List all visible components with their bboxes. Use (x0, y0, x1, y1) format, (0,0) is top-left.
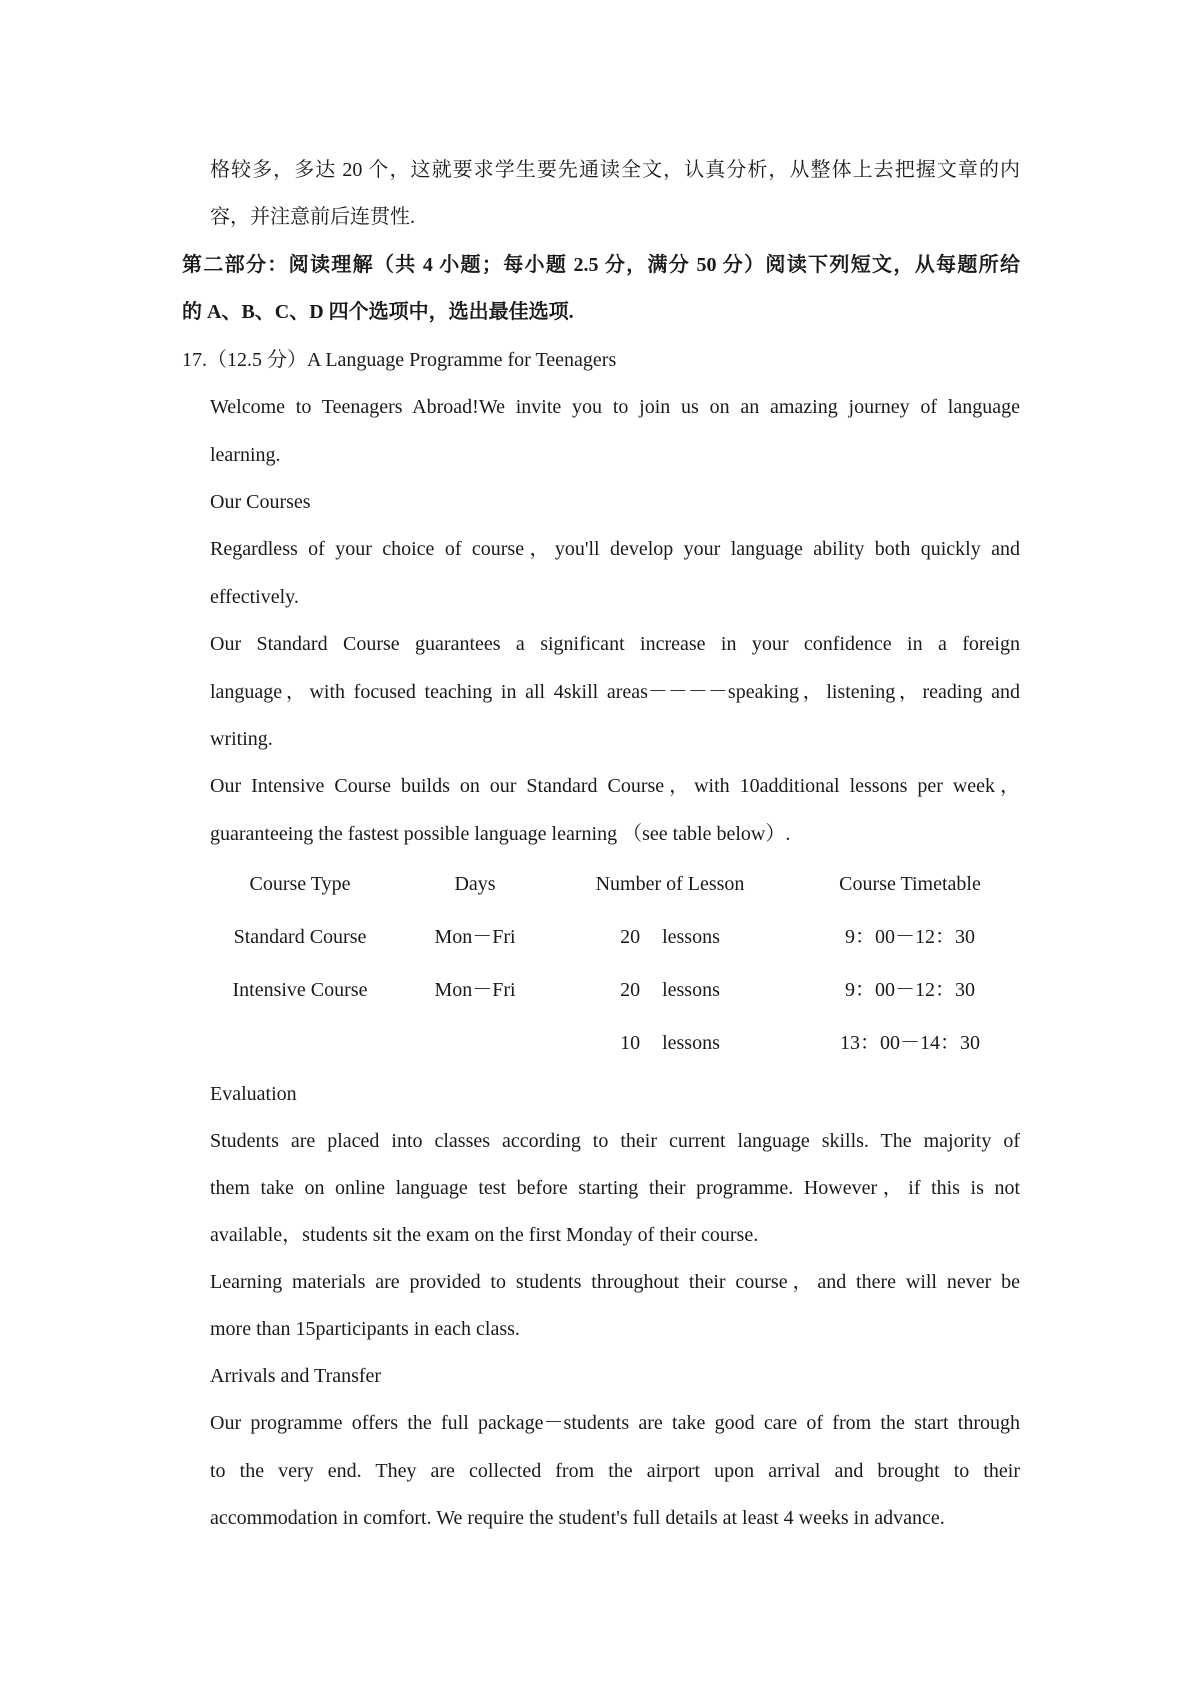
intensive-line-2: guaranteeing the fastest possible language learning （see table below）. (210, 823, 791, 845)
materials-line-2: more than 15participants in each class. (210, 1318, 520, 1340)
students-line-1: Students are placed into classes according to their current language skills. The majority of (210, 1130, 1020, 1152)
welcome-line-2: learning. (210, 444, 281, 466)
intro-tail-line-2: 容，并注意前后连贯性. (210, 206, 415, 228)
lesson-unit: lessons (662, 926, 720, 948)
table-header-days: Days (454, 873, 496, 895)
question-heading: 17.（12.5 分）A Language Programme for Teenagers (182, 349, 617, 371)
programme-line-1: Our programme offers the full package－students are take good care of from the start through (210, 1412, 1020, 1434)
lesson-count: 20 (620, 926, 641, 948)
students-line-3: available，students sit the exam on the first Monday of their course. (210, 1224, 759, 1246)
table-cell-time: 9：00－12：30 (845, 926, 975, 948)
welcome-line-1: Welcome to Teenagers Abroad!We invite you to join us on an amazing journey of language (210, 396, 1020, 418)
table-cell-days: Mon－Fri (434, 979, 516, 1001)
table-cell-days: Mon－Fri (434, 926, 516, 948)
students-line-2: them take on online language test before starting their programme. However，if this is not (210, 1177, 1020, 1199)
regardless-line-2: effectively. (210, 586, 299, 608)
lesson-unit: lessons (662, 979, 720, 1001)
section-title-line-2: 的 A、B、C、D 四个选项中，选出最佳选项. (182, 301, 574, 323)
section-title-line-1: 第二部分：阅读理解（共 4 小题；每小题 2.5 分，满分 50 分）阅读下列短文，从每题所给 (182, 254, 1020, 276)
courses-heading: Our Courses (210, 491, 311, 513)
table-header-course-timetable: Course Timetable (839, 873, 981, 895)
intensive-line-1: Our Intensive Course builds on our Standard Course，with 10additional lessons per week， (210, 775, 1020, 797)
arrivals-heading: Arrivals and Transfer (210, 1365, 382, 1387)
programme-line-3: accommodation in comfort. We require the student's full details at least 4 weeks in advance. (210, 1507, 945, 1529)
intro-tail-line-1: 格较多，多达 20 个，这就要求学生要先通读全文，认真分析，从整体上去把握文章的内 (210, 159, 1020, 181)
lesson-count: 10 (620, 1032, 641, 1054)
table-cell-type: Standard Course (233, 926, 367, 948)
table-header-course-type: Course Type (249, 873, 351, 895)
evaluation-heading: Evaluation (210, 1083, 297, 1105)
programme-line-2: to the very end. They are collected from the airport upon arrival and brought to their (210, 1460, 1020, 1482)
table-cell-lessons (570, 976, 770, 1004)
table-header-number-of-lesson: Number of Lesson (595, 873, 745, 895)
standard-line-2: language，with focused teaching in all 4skill areas－－－－speaking，listening，reading and (210, 681, 1020, 703)
table-cell-type: Intensive Course (232, 979, 368, 1001)
table-cell-time: 13：00－14：30 (840, 1032, 980, 1054)
standard-line-1: Our Standard Course guarantees a significant increase in your confidence in a foreign (210, 633, 1020, 655)
lesson-unit: lessons (662, 1032, 720, 1054)
materials-line-1: Learning materials are provided to students throughout their course，and there will never be (210, 1271, 1020, 1293)
table-cell-lessons (570, 923, 770, 951)
table-cell-lessons (570, 1029, 770, 1057)
regardless-line-1: Regardless of your choice of course，you'll develop your language ability both quickly and (210, 538, 1020, 560)
table-cell-time: 9：00－12：30 (845, 979, 975, 1001)
standard-line-3: writing. (210, 728, 273, 750)
lesson-count: 20 (620, 979, 641, 1001)
